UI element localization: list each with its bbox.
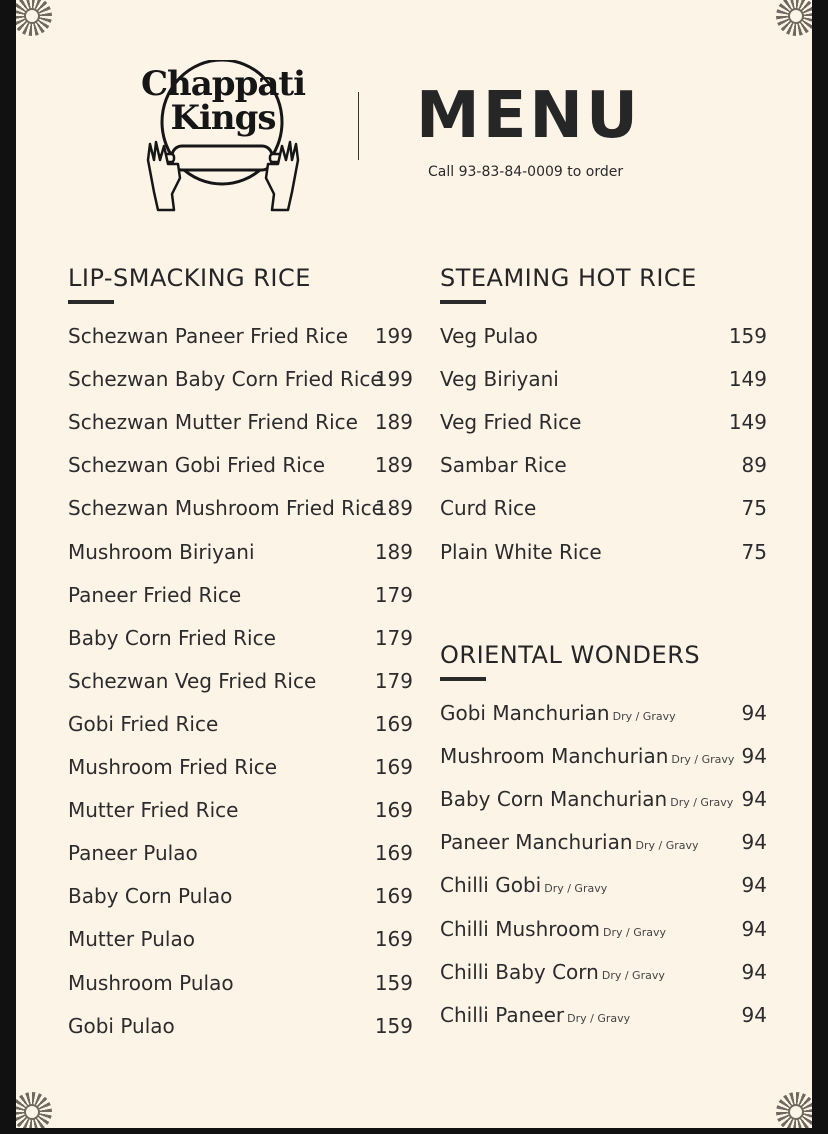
menu-item-price: 169 [374,841,413,866]
menu-item-price: 179 [374,625,413,650]
item-name-text: Veg Pulao [440,324,538,348]
item-name-text: Mushroom Biriyani [68,539,255,564]
menu-item-price: 169 [374,711,413,736]
item-name-text: Baby Corn Manchurian [440,787,668,812]
menu-item-name [440,496,537,521]
item-name-text: Chilli Gobi [440,873,542,898]
section-title-lip-smacking-rice: LIP-SMACKING RICE [68,264,311,292]
item-name-text: Mutter Pulao [68,927,195,952]
menu-item-price: 169 [374,755,413,779]
menu-item-name [68,496,384,521]
brand-logo [138,60,308,216]
menu-item-price: 75 [741,496,767,521]
menu-item-name [440,410,582,435]
menu-item-name [68,841,198,866]
menu-item-price: 189 [374,453,413,478]
menu-item-price: 189 [374,410,413,435]
menu-item-price: 94 [741,873,767,898]
menu-item-name [68,625,276,650]
item-option-tag: Dry / Gravy [603,925,667,939]
menu-item-price: 169 [374,798,413,823]
item-option-tag: Dry / Gravy [567,1011,631,1025]
menu-item-name [68,884,233,909]
menu-item-price: 149 [728,367,767,392]
menu-item-price: 189 [374,496,413,521]
menu-page [16,0,812,1128]
item-name-text: Chilli Mushroom [440,916,600,941]
menu-item-price: 75 [741,539,767,564]
menu-item-name [440,539,602,564]
menu-item-price: 199 [374,324,413,348]
menu-item-name [440,367,559,392]
item-name-text: Curd Rice [440,496,537,521]
item-option-tag: Dry / Gravy [671,753,735,767]
order-phone-text: Call 93-83-84-0009 to order [428,164,624,180]
menu-item-price: 179 [374,582,413,607]
section-underline [68,300,114,304]
menu-item-name [440,326,538,346]
item-name-text: Paneer Fried Rice [68,582,242,607]
item-name-text: Mutter Fried Rice [68,798,239,823]
item-name-text: Schezwan Veg Fried Rice [68,668,317,693]
menu-item-name [68,539,255,564]
mandala-ornament-icon [16,1092,52,1128]
menu-item-name [68,798,239,823]
menu-item-name [440,830,699,855]
menu-item-name [68,326,348,346]
menu-item-name [440,744,735,769]
item-name-text: Chilli Baby Corn [440,959,599,984]
item-name-text: Mushroom Fried Rice [68,755,278,779]
mandala-ornament-icon [776,0,812,36]
menu-item-name [440,916,667,941]
item-name-text: Mushroom Manchurian [440,744,669,769]
item-option-tag: Dry / Gravy [601,968,665,982]
section-title-oriental-wonders: ORIENTAL WONDERS [440,641,701,669]
menu-item-price: 94 [741,701,767,725]
brand-name-line2: Kings [170,98,276,138]
menu-item-name [440,787,734,812]
menu-item-price: 94 [741,1002,767,1027]
menu-item-price: 159 [374,1013,413,1038]
item-name-text: Mushroom Pulao [68,970,234,995]
menu-item-price: 89 [741,453,767,478]
menu-item-price: 179 [374,668,413,693]
menu-item-name [440,453,567,478]
item-name-text: Gobi Manchurian [440,701,610,725]
menu-item-name [68,668,317,693]
menu-item-name [68,453,326,478]
menu-item-price: 199 [374,367,413,392]
item-name-text: Baby Corn Pulao [68,884,233,909]
menu-item-price: 94 [741,830,767,855]
item-name-text: Schezwan Gobi Fried Rice [68,453,326,478]
menu-item-name [68,367,383,392]
menu-item-price: 159 [728,324,767,348]
item-option-tag: Dry / Gravy [670,796,734,810]
menu-item-price: 149 [728,410,767,435]
menu-item-name [68,970,234,995]
item-name-text: Sambar Rice [440,453,567,478]
menu-item-price: 94 [741,916,767,941]
item-name-text: Schezwan Baby Corn Fried Rice [68,367,383,392]
item-name-text: Veg Fried Rice [440,410,582,435]
item-name-text: Paneer Pulao [68,841,198,866]
item-name-text: Plain White Rice [440,539,602,564]
menu-item-price: 169 [374,927,413,952]
menu-item-name [68,1013,175,1038]
menu-item-name [440,1002,631,1027]
menu-item-name [440,873,608,898]
menu-item-price: 94 [741,787,767,812]
section-title-steaming-hot-rice: STEAMING HOT RICE [440,264,697,292]
item-name-text: Baby Corn Fried Rice [68,625,276,650]
header-divider [358,92,359,160]
menu-item-price: 159 [374,970,413,995]
menu-item-name [68,711,219,736]
item-name-text: Schezwan Paneer Fried Rice [68,324,349,348]
section-underline [440,677,486,681]
item-option-tag: Dry / Gravy [635,839,699,853]
item-name-text: Paneer Manchurian [440,830,633,855]
item-name-text: Schezwan Mushroom Fried Rice [68,496,384,521]
mandala-ornament-icon [16,0,52,36]
item-name-text: Chilli Paneer [440,1002,565,1027]
menu-item-price: 169 [374,884,413,909]
item-name-text: Veg Biriyani [440,367,559,392]
menu-item-name [68,410,358,435]
item-name-text: Gobi Fried Rice [68,711,219,736]
item-name-text: Schezwan Mutter Friend Rice [68,410,358,435]
menu-item-name [68,757,277,777]
brand-name-line1: Chappati [140,64,305,104]
menu-item-price: 94 [741,744,767,769]
item-name-text: Gobi Pulao [68,1013,175,1038]
menu-item-name [68,927,195,952]
section-underline [440,300,486,304]
menu-item-price: 94 [741,959,767,984]
menu-item-name [440,959,665,984]
page-title: MENU [416,79,641,153]
menu-item-price: 189 [374,539,413,564]
menu-item-name [440,703,676,723]
menu-item-name [68,582,242,607]
item-option-tag: Dry / Gravy [544,882,608,896]
item-option-tag: Dry / Gravy [612,710,676,723]
mandala-ornament-icon [776,1092,812,1128]
